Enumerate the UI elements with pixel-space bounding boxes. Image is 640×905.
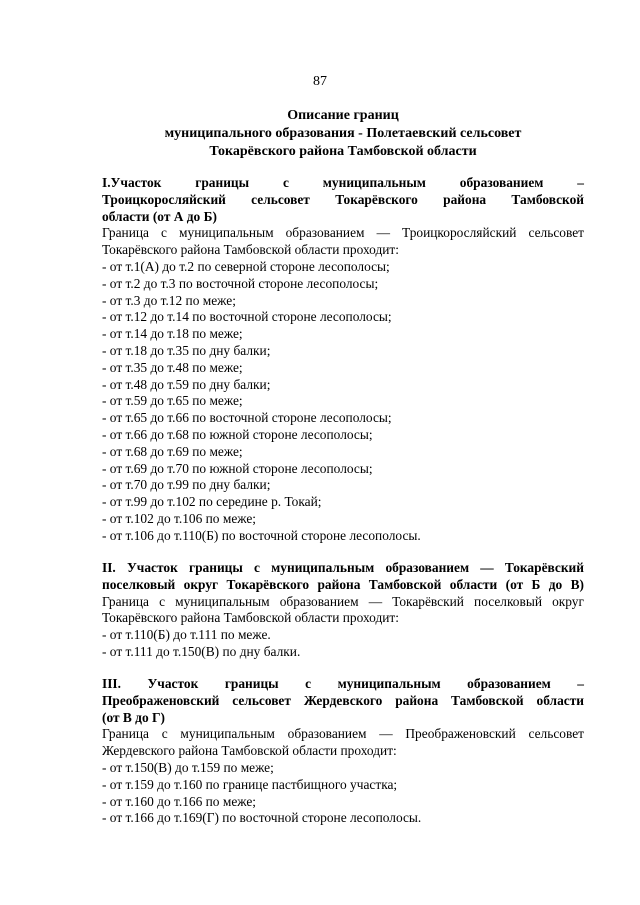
intro-line: Токарёвского района Тамбовской области проходит:: [102, 610, 399, 626]
list-item: - от т.1(А) до т.2 по северной стороне лесополосы;: [102, 258, 390, 274]
title-line: Токарёвского района Тамбовской области: [209, 144, 477, 159]
list-item: - от т.66 до т.68 по южной стороне лесополосы;: [102, 426, 373, 442]
heading-line: поселковый округ Токарёвского района Тамбовской области (от Б до В): [102, 576, 584, 592]
title-line: Описание границ: [287, 108, 399, 123]
list-item: - от т.18 до т.35 по дну балки;: [102, 342, 271, 358]
boundary-list: [102, 259, 584, 545]
page-number: 87: [313, 74, 327, 89]
list-item: - от т.110(Б) до т.111 по меже.: [102, 627, 271, 643]
list-item: - от т.166 до т.169(Г) по восточной стороне лесополосы.: [102, 810, 422, 826]
heading-line: I.Участок границы с муниципальным образованием –: [102, 175, 584, 190]
heading-line: области (от А до Б): [102, 208, 217, 224]
heading-line: Троицкоросляйский сельсовет Токарёвского района Тамбовской: [102, 191, 584, 207]
list-item: - от т.35 до т.48 по меже;: [102, 359, 243, 375]
list-item: - от т.12 до т.14 по восточной стороне лесополосы;: [102, 309, 392, 325]
boundary-list: [102, 627, 584, 661]
list-item: - от т.106 до т.110(Б) по восточной стороне лесополосы.: [102, 527, 421, 543]
section-heading: [102, 560, 584, 594]
heading-line: III. Участок границы с муниципальным образованием –: [102, 676, 584, 691]
intro-line: Токарёвского района Тамбовской области проходит:: [102, 242, 399, 258]
section-heading: [102, 175, 584, 225]
list-item: - от т.68 до т.69 по меже;: [102, 443, 243, 459]
list-item: - от т.65 до т.66 по восточной стороне лесополосы;: [102, 410, 392, 426]
list-item: - от т.59 до т.65 по меже;: [102, 393, 243, 409]
section-2: [102, 560, 584, 661]
section-heading: [102, 676, 584, 726]
section-intro: [102, 225, 584, 259]
list-item: - от т.70 до т.99 по дну балки;: [102, 477, 271, 493]
intro-line: Жердевского района Тамбовской области проходит:: [102, 743, 397, 759]
list-item: - от т.3 до т.12 по меже;: [102, 292, 236, 308]
list-item: - от т.160 до т.166 по меже;: [102, 793, 256, 809]
list-item: - от т.102 до т.106 по меже;: [102, 510, 256, 526]
section-intro: [102, 594, 584, 628]
list-item: - от т.2 до т.3 по восточной стороне лесополосы;: [102, 275, 379, 291]
intro-line: Граница с муниципальным образованием — Токарёвский поселковый округ: [102, 593, 584, 609]
section-intro: [102, 726, 584, 760]
title-line: муниципального образования - Полетаевский сельсовет: [164, 126, 522, 141]
list-item: - от т.14 до т.18 по меже;: [102, 326, 243, 342]
intro-line: Граница с муниципальным образованием — Преображеновский сельсовет: [102, 726, 584, 742]
list-item: - от т.48 до т.59 по дну балки;: [102, 376, 271, 392]
heading-line: Преображеновский сельсовет Жердевского района Тамбовской области: [102, 692, 584, 708]
list-item: - от т.159 до т.160 по границе пастбищного участка;: [102, 776, 398, 792]
heading-line: (от В до Г): [102, 709, 165, 725]
list-item: - от т.150(В) до т.159 по меже;: [102, 759, 274, 775]
section-3: [102, 676, 584, 827]
intro-line: Граница с муниципальным образованием — Троицкоросляйский сельсовет: [102, 225, 584, 241]
document-title: [102, 107, 584, 161]
section-1: [102, 175, 584, 545]
list-item: - от т.69 до т.70 по южной стороне лесополосы;: [102, 460, 373, 476]
heading-line: II. Участок границы с муниципальным образованием — Токарёвский: [102, 560, 584, 575]
list-item: - от т.111 до т.150(В) по дну балки.: [102, 643, 301, 659]
boundary-list: [102, 760, 584, 827]
list-item: - от т.99 до т.102 по середине р. Токай;: [102, 494, 322, 510]
